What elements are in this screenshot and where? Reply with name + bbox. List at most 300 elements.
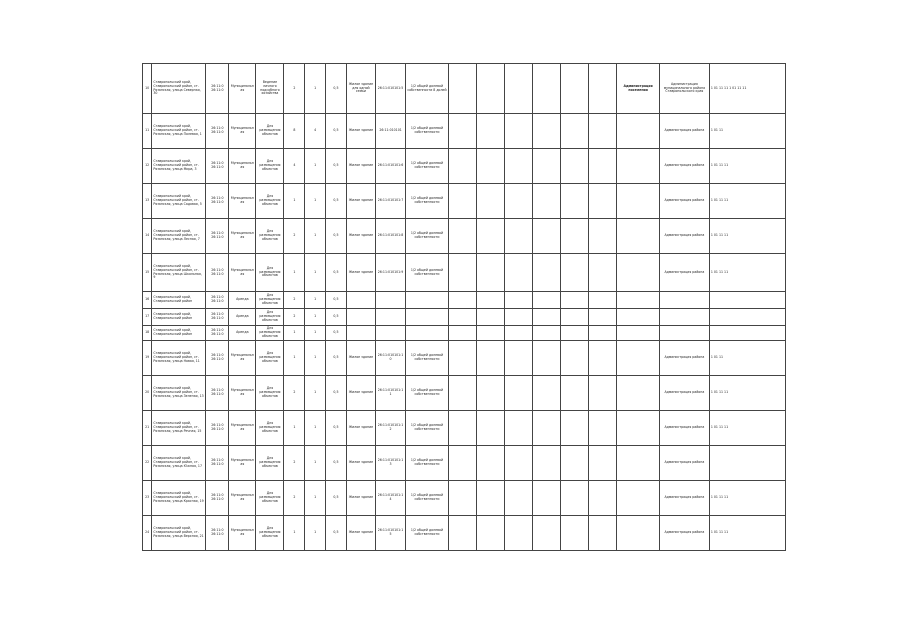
object-id-cell: 26:11:010101:7 [375,184,405,219]
blank-cell-e [561,219,589,254]
blank-cell-d [533,481,561,516]
blank-cell-f [589,411,617,446]
object-id-cell: 26:11:010101 [375,114,405,149]
count-b-cell: 1 [305,184,326,219]
holder-cell [617,516,660,551]
blank-cell-a [448,411,476,446]
ratio-cell: 0,5 [326,309,347,326]
ownership-cell: Муниципальная [229,184,256,219]
blank-cell-a [448,481,476,516]
ratio-cell: 0,5 [326,149,347,184]
authority-cell: Администрация района [659,481,709,516]
codes-cell: 1 01 11 11 [709,516,785,551]
object-type-cell: Жилое здание [346,481,375,516]
blank-cell-f [589,254,617,292]
count-b-cell: 1 [305,341,326,376]
table-row [143,309,786,326]
row-number: 14 [143,219,152,254]
cadastral-cell: 26:11:0 26:11:0 [206,219,229,254]
blank-cell-b [476,376,504,411]
row-number: 18 [143,326,152,341]
table-row [143,219,786,254]
object-id-cell [375,326,405,341]
blank-cell-a [448,184,476,219]
blank-cell-c [504,446,532,481]
blank-cell-e [561,516,589,551]
count-a-cell: 4 [284,149,305,184]
blank-cell-a [448,341,476,376]
ratio-cell: 0,5 [326,516,347,551]
blank-cell-c [504,64,532,114]
share-cell: 1/2 общей долевой собственности [406,219,449,254]
cadastral-cell: 26:11:0 26:11:0 [206,326,229,341]
holder-cell [617,149,660,184]
object-type-cell: Жилое здание [346,516,375,551]
count-b-cell: 1 [305,376,326,411]
blank-cell-d [533,219,561,254]
ownership-cell: Муниципальная [229,64,256,114]
count-b-cell: 1 [305,149,326,184]
purpose-cell: Для размещения объектов [256,254,284,292]
ownership-cell: Аренда [229,292,256,309]
object-id-cell: 26:11:010101:5 [375,64,405,114]
blank-cell-d [533,309,561,326]
ownership-cell: Муниципальная [229,376,256,411]
blank-cell-a [448,326,476,341]
object-type-cell: Жилое здание [346,341,375,376]
blank-cell-c [504,481,532,516]
row-number: 11 [143,114,152,149]
blank-cell-c [504,184,532,219]
codes-cell: 1 01 11 11 [709,219,785,254]
purpose-cell: Для размещения объектов [256,411,284,446]
blank-cell-d [533,149,561,184]
holder-cell: Администрация поселения [617,64,660,114]
blank-cell-d [533,516,561,551]
purpose-cell: Для размещения объектов [256,292,284,309]
authority-cell: Администрация района [659,219,709,254]
cadastral-cell: 26:11:0 26:11:0 [206,376,229,411]
object-id-cell: 26:11:010101:12 [375,411,405,446]
count-a-cell: 1 [284,254,305,292]
count-a-cell: 1 [284,411,305,446]
blank-cell-f [589,309,617,326]
blank-cell-a [448,114,476,149]
ratio-cell: 0,5 [326,219,347,254]
blank-cell-e [561,481,589,516]
codes-cell: 1 01 11 11 [709,149,785,184]
blank-cell-f [589,481,617,516]
ownership-cell: Аренда [229,326,256,341]
blank-cell-d [533,376,561,411]
blank-cell-a [448,149,476,184]
object-id-cell: 26:11:010101:13 [375,446,405,481]
address-cell: Ставропольский край, Ставропольский район, ст. Рязанская, улица Красная, 19 [152,481,206,516]
address-cell: Ставропольский край, Ставропольский район, ст. Рязанская, улица Мира, 3 [152,149,206,184]
share-cell: 1/2 общей долевой собственности [406,149,449,184]
codes-cell [709,326,785,341]
count-a-cell: 1 [284,326,305,341]
holder-cell [617,446,660,481]
holder-cell [617,309,660,326]
codes-cell [709,446,785,481]
blank-cell-f [589,326,617,341]
address-cell: Ставропольский край, Ставропольский район, ст. Рязанская, улица Новая, 11 [152,341,206,376]
authority-cell: Администрация района [659,411,709,446]
ratio-cell: 0,5 [326,341,347,376]
ownership-cell: Муниципальная [229,219,256,254]
table-row [143,376,786,411]
holder-cell [617,114,660,149]
row-number: 10 [143,64,152,114]
address-cell: Ставропольский край, Ставропольский район, ст. Рязанская, улица Полевая, 1 [152,114,206,149]
blank-cell-e [561,341,589,376]
authority-cell: Администрация района [659,516,709,551]
blank-cell-c [504,114,532,149]
blank-cell-e [561,64,589,114]
table-row [143,292,786,309]
address-cell: Ставропольский край, Ставропольский район [152,292,206,309]
ownership-cell: Муниципальная [229,516,256,551]
cadastral-cell: 26:11:0 26:11:0 [206,254,229,292]
count-b-cell: 1 [305,326,326,341]
blank-cell-f [589,292,617,309]
address-cell: Ставропольский край, Ставропольский район, ст. Рязанская, улица Лесная, 7 [152,219,206,254]
blank-cell-b [476,516,504,551]
cadastral-cell: 26:11:0 26:11:0 [206,341,229,376]
authority-cell [659,292,709,309]
blank-cell-b [476,481,504,516]
table-row [143,64,786,114]
count-b-cell: 1 [305,516,326,551]
count-b-cell: 1 [305,254,326,292]
blank-cell-b [476,411,504,446]
purpose-cell: Ведение личного подсобного хозяйства [256,64,284,114]
share-cell: 1/2 общей долевой собственности [406,411,449,446]
authority-cell: Администрация района [659,114,709,149]
purpose-cell: Для размещения объектов [256,481,284,516]
share-cell: 1/2 общей долевой собственности [406,446,449,481]
ownership-cell: Муниципальная [229,149,256,184]
blank-cell-b [476,341,504,376]
blank-cell-f [589,516,617,551]
blank-cell-e [561,114,589,149]
share-cell: 1/2 общей долевой собственности [406,516,449,551]
row-number: 12 [143,149,152,184]
object-type-cell: Жилое здание [346,114,375,149]
codes-cell: 1 01 11 [709,114,785,149]
table-row [143,481,786,516]
blank-cell-f [589,446,617,481]
count-a-cell: 2 [284,376,305,411]
holder-cell [617,376,660,411]
blank-cell-d [533,446,561,481]
ratio-cell: 0,5 [326,376,347,411]
register-body [143,64,786,551]
blank-cell-f [589,341,617,376]
ratio-cell: 0,5 [326,446,347,481]
codes-cell: 1 01 11 11 [709,184,785,219]
codes-cell [709,309,785,326]
table-row [143,326,786,341]
authority-cell: Администрация района [659,376,709,411]
object-id-cell [375,309,405,326]
codes-cell: 1 01 11 11 [709,376,785,411]
count-b-cell: 1 [305,64,326,114]
blank-cell-d [533,64,561,114]
table-row [143,254,786,292]
object-id-cell: 26:11:010101:8 [375,219,405,254]
blank-cell-f [589,64,617,114]
purpose-cell: Для размещения объектов [256,309,284,326]
blank-cell-a [448,446,476,481]
table-row [143,184,786,219]
cadastral-cell: 26:11:0 26:11:0 [206,184,229,219]
purpose-cell: Для размещения объектов [256,326,284,341]
object-type-cell: Жилое здание [346,184,375,219]
blank-cell-e [561,254,589,292]
blank-cell-c [504,219,532,254]
share-cell [406,326,449,341]
row-number: 20 [143,376,152,411]
authority-cell: Администрация района [659,149,709,184]
cadastral-cell: 26:11:0 26:11:0 [206,64,229,114]
object-id-cell: 26:11:010101:9 [375,254,405,292]
address-cell: Ставропольский край, Ставропольский район, ст. Рязанская, улица Школьная, 9 [152,254,206,292]
blank-cell-f [589,219,617,254]
authority-cell: Администрация муниципального района Ставропольского края [659,64,709,114]
authority-cell: Администрация района [659,254,709,292]
object-id-cell: 26:11:010101:11 [375,376,405,411]
row-number: 24 [143,516,152,551]
purpose-cell: Для размещения объектов [256,376,284,411]
address-cell: Ставропольский край, Ставропольский район, ст. Рязанская, улица Речная, 15 [152,411,206,446]
blank-cell-d [533,341,561,376]
blank-cell-c [504,516,532,551]
blank-cell-b [476,309,504,326]
object-type-cell: Жилое здание [346,254,375,292]
share-cell [406,309,449,326]
codes-cell: 1 01 11 11 [709,481,785,516]
object-type-cell: Жилое здание [346,376,375,411]
authority-cell: Администрация района [659,446,709,481]
object-type-cell: Жилое здание [346,219,375,254]
codes-cell: 1 01 11 11 [709,254,785,292]
ratio-cell: 0,5 [326,411,347,446]
purpose-cell: Для размещения объектов [256,114,284,149]
purpose-cell: Для размещения объектов [256,446,284,481]
register-sheet [142,63,786,585]
count-a-cell: 8 [284,114,305,149]
ownership-cell: Муниципальная [229,254,256,292]
blank-cell-b [476,149,504,184]
blank-cell-d [533,292,561,309]
address-cell: Ставропольский край, Ставропольский район, ст. Рязанская, улица Садовая, 5 [152,184,206,219]
blank-cell-a [448,292,476,309]
purpose-cell: Для размещения объектов [256,149,284,184]
blank-cell-e [561,292,589,309]
count-a-cell: 2 [284,446,305,481]
cadastral-cell: 26:11:0 26:11:0 [206,516,229,551]
address-cell: Ставропольский край, Ставропольский район, ст. Рязанская, улица Северная, 30 [152,64,206,114]
object-type-cell [346,309,375,326]
cadastral-cell: 26:11:0 26:11:0 [206,481,229,516]
blank-cell-e [561,184,589,219]
count-b-cell: 4 [305,114,326,149]
blank-cell-c [504,254,532,292]
row-number: 22 [143,446,152,481]
object-id-cell: 26:11:010101:14 [375,481,405,516]
address-cell: Ставропольский край, Ставропольский район, ст. Рязанская, улица Верхняя, 21 [152,516,206,551]
address-cell: Ставропольский край, Ставропольский район, ст. Рязанская, улица Зеленая, 13 [152,376,206,411]
ownership-cell: Муниципальная [229,114,256,149]
holder-cell [617,292,660,309]
blank-cell-c [504,411,532,446]
holder-cell [617,341,660,376]
holder-cell [617,326,660,341]
object-id-cell [375,292,405,309]
blank-cell-e [561,309,589,326]
count-b-cell: 1 [305,481,326,516]
blank-cell-f [589,376,617,411]
blank-cell-b [476,64,504,114]
ratio-cell: 0,5 [326,114,347,149]
blank-cell-c [504,376,532,411]
ratio-cell: 0,5 [326,292,347,309]
share-cell: 1/2 общей долевой собственности [406,341,449,376]
row-number: 16 [143,292,152,309]
codes-cell: 1 01 11 11 1 01 11 11 [709,64,785,114]
blank-cell-b [476,219,504,254]
blank-cell-c [504,309,532,326]
holder-cell [617,481,660,516]
ratio-cell: 0,5 [326,254,347,292]
blank-cell-a [448,309,476,326]
share-cell: 1/2 общей долевой собственности [406,114,449,149]
codes-cell: 1 01 11 [709,341,785,376]
blank-cell-d [533,326,561,341]
share-cell: 1/2 общей долевой собственности 8 долей [406,64,449,114]
count-a-cell: 2 [284,219,305,254]
ratio-cell: 0,5 [326,184,347,219]
count-b-cell: 1 [305,446,326,481]
blank-cell-a [448,376,476,411]
object-id-cell: 26:11:010101:10 [375,341,405,376]
authority-cell [659,326,709,341]
object-type-cell: Жилое здание [346,411,375,446]
address-cell: Ставропольский край, Ставропольский район [152,309,206,326]
ownership-cell: Муниципальная [229,341,256,376]
purpose-cell: Для размещения объектов [256,516,284,551]
blank-cell-d [533,114,561,149]
cadastral-cell: 26:11:0 26:11:0 [206,411,229,446]
blank-cell-c [504,326,532,341]
address-cell: Ставропольский край, Ставропольский район, ст. Рязанская, улица Южная, 17 [152,446,206,481]
blank-cell-b [476,326,504,341]
object-type-cell: Жилое здание [346,446,375,481]
holder-cell [617,184,660,219]
ratio-cell: 0,5 [326,64,347,114]
authority-cell: Администрация района [659,341,709,376]
count-a-cell: 2 [284,64,305,114]
blank-cell-a [448,64,476,114]
blank-cell-a [448,219,476,254]
table-row [143,516,786,551]
blank-cell-d [533,184,561,219]
blank-cell-e [561,149,589,184]
row-number: 23 [143,481,152,516]
count-a-cell: 2 [284,292,305,309]
blank-cell-f [589,114,617,149]
blank-cell-c [504,292,532,309]
table-row [143,149,786,184]
blank-cell-b [476,184,504,219]
share-cell: 1/2 общей долевой собственности [406,254,449,292]
holder-cell [617,411,660,446]
blank-cell-c [504,341,532,376]
cadastral-cell: 26:11:0 26:11:0 [206,309,229,326]
ownership-cell: Муниципальная [229,446,256,481]
object-type-cell: Жилое здание для одной семьи [346,64,375,114]
blank-cell-c [504,149,532,184]
blank-cell-a [448,254,476,292]
row-number: 21 [143,411,152,446]
share-cell: 1/2 общей долевой собственности [406,481,449,516]
count-b-cell: 1 [305,292,326,309]
count-a-cell: 2 [284,309,305,326]
table-row [143,446,786,481]
blank-cell-b [476,446,504,481]
ratio-cell: 0,5 [326,481,347,516]
address-cell: Ставропольский край, Ставропольский район [152,326,206,341]
count-b-cell: 1 [305,309,326,326]
blank-cell-d [533,411,561,446]
blank-cell-a [448,516,476,551]
count-a-cell: 2 [284,481,305,516]
blank-cell-f [589,184,617,219]
holder-cell [617,219,660,254]
blank-cell-d [533,254,561,292]
share-cell: 1/2 общей долевой собственности [406,376,449,411]
blank-cell-b [476,254,504,292]
ownership-cell: Муниципальная [229,481,256,516]
property-register-table [142,63,786,551]
share-cell: 1/2 общей долевой собственности [406,184,449,219]
cadastral-cell: 26:11:0 26:11:0 [206,114,229,149]
table-row [143,341,786,376]
table-row [143,114,786,149]
object-type-cell [346,292,375,309]
object-id-cell: 26:11:010101:15 [375,516,405,551]
share-cell [406,292,449,309]
count-a-cell: 1 [284,184,305,219]
blank-cell-e [561,446,589,481]
blank-cell-e [561,376,589,411]
cadastral-cell: 26:11:0 26:11:0 [206,149,229,184]
table-row [143,411,786,446]
blank-cell-b [476,114,504,149]
blank-cell-e [561,326,589,341]
authority-cell [659,309,709,326]
purpose-cell: Для размещения объектов [256,341,284,376]
object-id-cell: 26:11:010101:6 [375,149,405,184]
object-type-cell: Жилое здание [346,149,375,184]
purpose-cell: Для размещения объектов [256,219,284,254]
holder-cell [617,254,660,292]
count-a-cell: 1 [284,341,305,376]
count-b-cell: 1 [305,219,326,254]
row-number: 19 [143,341,152,376]
